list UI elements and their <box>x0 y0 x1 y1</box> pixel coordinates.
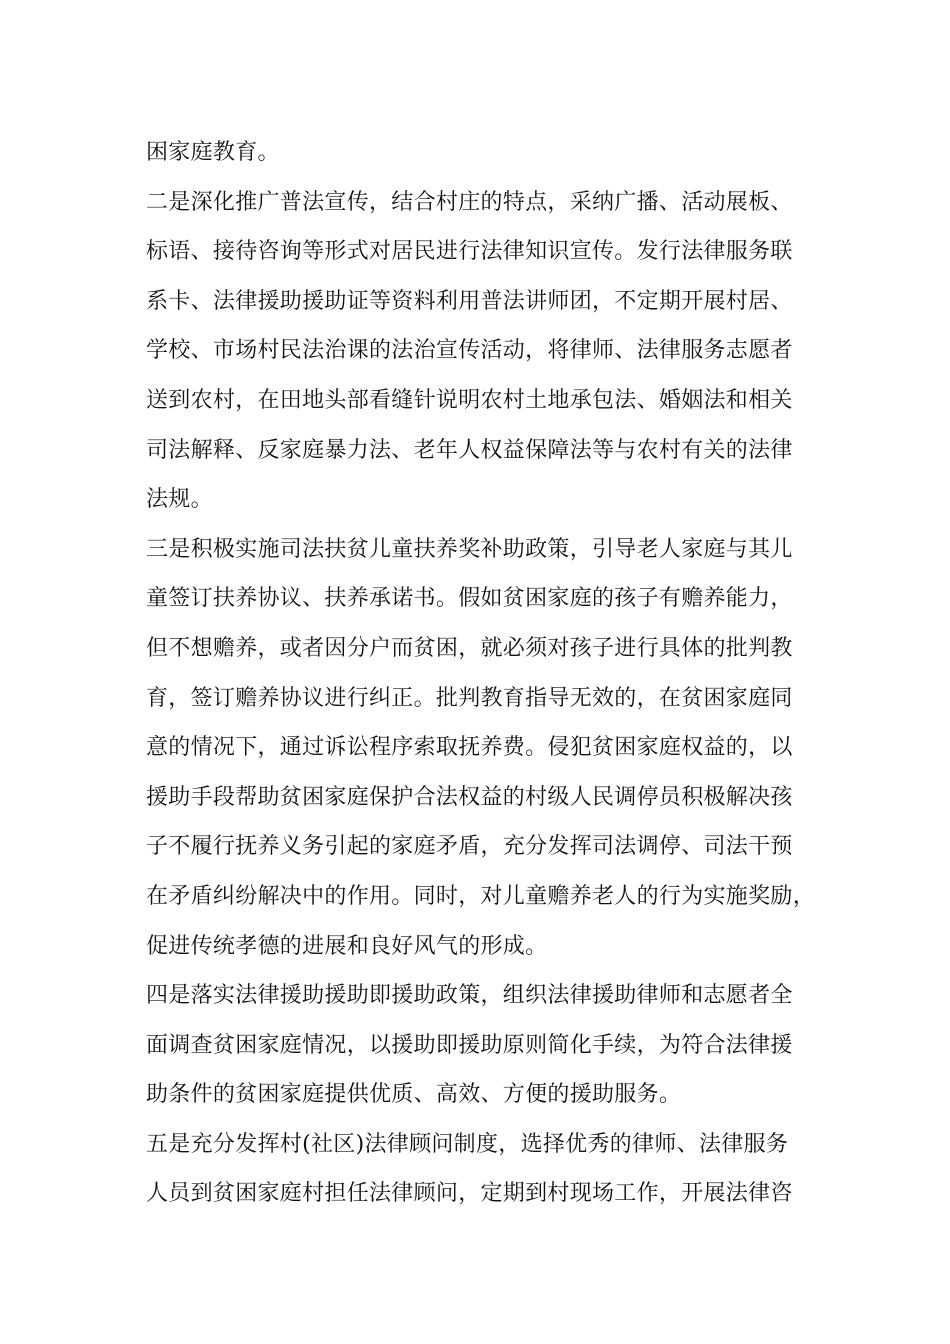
paragraph-support-policy: 三是积极实施司法扶贫儿童扶养奖补助政策，引导老人家庭与其儿 童签订扶养协议、扶养承诺书。假如贫困家庭的孩子有赡养能力， 但不想赡养，或者因分户而贫困，就必须对孩子进行具体的批判教 育，签订赡养协议进行纠正。批判教育指导无效的，在贫困家庭同 意的情况下，通过诉讼程序索取抚养费。侵犯贫困家庭权益的，以 援助手段帮助贫困家庭保护合法权益的村级人民调停员积极解决孩 子不履行抚养义务引起的家庭矛盾，充分发挥司法调停、司法干预 在矛盾纠纷解决中的作用。同时，对儿童赡养老人的行为实施奖励， 促进传统孝德的进展和良好风气的形成。 <box>146 536 816 959</box>
paragraph-continuation: 困家庭教育。 <box>146 140 280 165</box>
paragraph-legal-advisor: 五是充分发挥村(社区)法律顾问制度，选择优秀的律师、法律服务 人员到贫困家庭村担任法律顾问，定期到村现场工作，开展法律咨 <box>146 1131 793 1207</box>
paragraph-legal-aid: 四是落实法律援助援助即援助政策，组织法律援助律师和志愿者全 面调查贫困家庭情况，以援助即援助原则简化手续，为符合法律援 助条件的贫困家庭提供优质、高效、方便的援助服务。 <box>146 983 793 1108</box>
paragraph-legal-publicity: 二是深化推广普法宣传，结合村庄的特点，采纳广播、活动展板、 标语、接待咨询等形式对居民进行法律知识宣传。发行法律服务联 系卡、法律援助援助证等资料利用普法讲师团，不定期开展村居、 学校、市场村民法治课的法治宣传活动，将律师、法律服务志愿者 送到农村，在田地头部看缝针说明农村土地承包法、婚姻法和相关 司法解释、反家庭暴力法、老年人权益保障法等与农村有关的法律 法规。 <box>146 189 793 513</box>
document-body <box>146 128 826 1219</box>
